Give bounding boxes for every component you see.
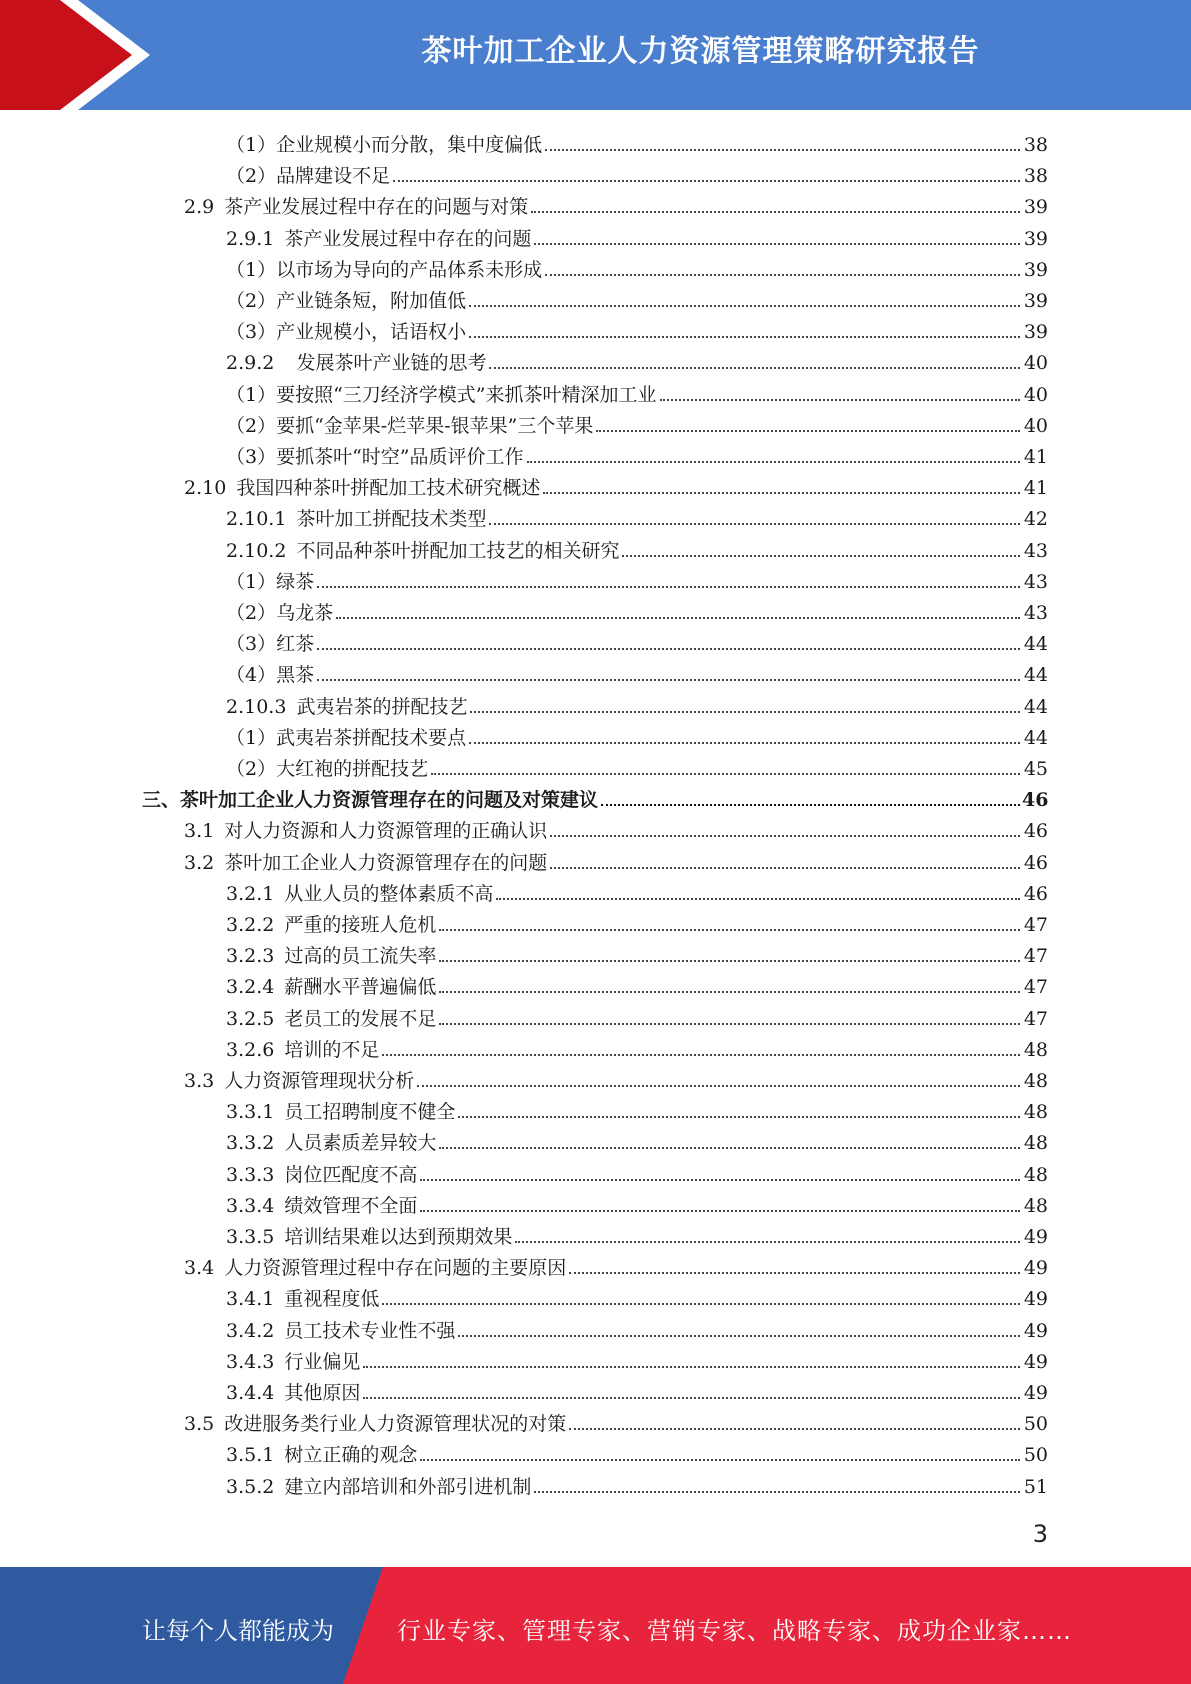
toc-entry-page: 43 xyxy=(1023,570,1048,593)
toc-entry-page: 39 xyxy=(1023,258,1048,281)
toc-entry[interactable] xyxy=(226,875,1048,906)
toc-entry-title: 树立正确的观念 xyxy=(284,1444,418,1467)
toc-entry[interactable] xyxy=(226,251,1048,282)
toc-entry[interactable] xyxy=(226,656,1048,687)
toc-entry-number: 3.4.2 xyxy=(226,1319,275,1342)
toc-entry-number: 2.10.3 xyxy=(226,695,287,718)
toc-entry-number: 3.5.1 xyxy=(226,1444,275,1467)
toc-entry-label xyxy=(226,1225,512,1249)
toc-entry-page: 40 xyxy=(1023,352,1048,375)
toc-entry-label xyxy=(226,1100,455,1124)
toc-entry-title: 培训的不足 xyxy=(284,1038,380,1061)
toc-entry-number: 3.2.2 xyxy=(226,914,275,936)
toc-entry-number: 3.2.5 xyxy=(226,1007,275,1030)
page-header xyxy=(0,0,1191,110)
toc-entry-title: 过高的员工流失率 xyxy=(284,945,437,968)
toc-dot-leader xyxy=(527,461,1020,463)
toc-entry-number: 3.2.6 xyxy=(226,1038,275,1061)
toc-entry-page: 39 xyxy=(1023,227,1048,250)
toc-entry-number: 3.4.1 xyxy=(226,1288,275,1311)
toc-entry-number: 3.4.3 xyxy=(226,1350,275,1373)
toc-entry-title: （1）绿茶 xyxy=(226,570,315,593)
toc-entry-title: 人员素质差异较大 xyxy=(284,1132,437,1155)
toc-entry-title: 人力资源管理过程中存在问题的主要原因 xyxy=(224,1257,567,1280)
toc-entry-label xyxy=(226,1443,417,1467)
toc-dot-leader xyxy=(382,1054,1020,1056)
toc-entry-page: 48 xyxy=(1023,1194,1048,1217)
toc-entry[interactable] xyxy=(226,407,1048,438)
toc-entry-label xyxy=(184,195,528,219)
toc-entry-label xyxy=(226,1163,417,1187)
toc-dot-leader xyxy=(489,523,1020,525)
toc-entry-label xyxy=(226,1350,360,1374)
toc-entry-number: 3.4 xyxy=(184,1257,215,1280)
toc-entry[interactable] xyxy=(226,1156,1048,1187)
toc-entry[interactable] xyxy=(226,500,1048,531)
toc-entry-title: 茶产业发展过程中存在的问题 xyxy=(284,227,532,250)
toc-entry-title: 薪酬水平普遍偏低 xyxy=(284,976,437,999)
toc-entry-page: 49 xyxy=(1023,1350,1048,1373)
toc-entry[interactable] xyxy=(226,438,1048,469)
toc-entry-number: 3.2.1 xyxy=(226,882,275,905)
footer-slogan-left: 让每个人都能成为 xyxy=(142,1617,334,1645)
toc-dot-leader xyxy=(439,929,1020,931)
toc-entry-label xyxy=(184,819,547,843)
toc-entry[interactable] xyxy=(226,750,1048,781)
toc-entry-label xyxy=(226,1381,360,1405)
toc-entry-label xyxy=(184,1412,566,1436)
toc-dot-leader xyxy=(596,430,1020,432)
toc-entry-label xyxy=(226,289,466,313)
toc-entry[interactable] xyxy=(226,688,1048,719)
toc-entry-label xyxy=(226,1131,436,1155)
toc-entry-label xyxy=(226,695,467,719)
toc-entry[interactable] xyxy=(226,313,1048,344)
toc-entry-page: 46 xyxy=(1023,851,1048,874)
toc-entry[interactable] xyxy=(226,532,1048,563)
toc-entry-label xyxy=(226,383,657,407)
toc-entry[interactable] xyxy=(184,844,1048,875)
toc-entry-title: （1）武夷岩茶拼配技术要点 xyxy=(226,726,467,749)
toc-entry-page: 44 xyxy=(1023,695,1048,718)
toc-entry-label xyxy=(226,882,493,906)
toc-dot-leader xyxy=(393,180,1020,182)
toc-entry-number: 3.3 xyxy=(184,1070,215,1092)
toc-entry-title: （1）要按照“三刀经济学模式”来抓茶叶精深加工业 xyxy=(226,383,657,406)
toc-entry-title: 三、茶叶加工企业人力资源管理存在的问题及对策建议 xyxy=(142,789,599,812)
toc-entry-label xyxy=(226,320,466,344)
toc-entry-title: 绩效管理不全面 xyxy=(284,1194,418,1217)
toc-entry-number: 2.10.1 xyxy=(226,508,287,531)
toc-entry-page: 48 xyxy=(1023,1101,1048,1124)
toc-entry-title: 岗位匹配度不高 xyxy=(284,1163,418,1186)
toc-entry-label xyxy=(226,975,436,999)
toc-entry[interactable] xyxy=(226,1374,1048,1405)
toc-dot-leader xyxy=(531,211,1020,213)
toc-entry[interactable] xyxy=(184,469,1048,500)
toc-dot-leader xyxy=(439,991,1020,993)
toc-entry-page: 49 xyxy=(1023,1257,1048,1280)
toc-dot-leader xyxy=(469,742,1020,744)
footer-slogan-right: 行业专家、管理专家、营销专家、战略专家、成功企业家…… xyxy=(397,1617,1072,1645)
toc-entry-number: 3.3.4 xyxy=(226,1194,275,1217)
toc-entry-number: 2.10.2 xyxy=(226,539,287,562)
toc-entry-page: 48 xyxy=(1023,1038,1048,1061)
toc-entry-number: 3.4.4 xyxy=(226,1382,275,1404)
toc-entry-title: （3）红茶 xyxy=(226,633,315,656)
toc-entry-label xyxy=(184,1256,566,1280)
toc-dot-leader xyxy=(439,1023,1020,1025)
toc-entry[interactable] xyxy=(184,1249,1048,1280)
toc-entry-label xyxy=(226,1007,436,1031)
toc-entry[interactable] xyxy=(226,220,1048,251)
toc-entry-page: 46 xyxy=(1023,882,1048,905)
toc-dot-leader xyxy=(550,835,1020,837)
toc-dot-leader xyxy=(534,1491,1020,1493)
toc-entry-page: 51 xyxy=(1023,1475,1048,1498)
toc-entry[interactable] xyxy=(226,594,1048,625)
toc-entry-label xyxy=(226,133,542,157)
toc-entry-label xyxy=(184,476,540,500)
toc-entry-title: 重视程度低 xyxy=(284,1288,380,1311)
toc-dot-leader xyxy=(439,1147,1020,1149)
toc-dot-leader xyxy=(420,1179,1020,1181)
toc-entry-page: 40 xyxy=(1023,414,1048,437)
toc-entry-page: 47 xyxy=(1023,1007,1048,1030)
toc-entry-title: （3）要抓茶叶“时空”品质评价工作 xyxy=(226,446,524,468)
toc-entry-title: 老员工的发展不足 xyxy=(284,1007,437,1030)
toc-entry-title: 行业偏见 xyxy=(284,1350,361,1373)
toc-dot-leader xyxy=(363,1397,1020,1399)
toc-entry[interactable] xyxy=(226,1000,1048,1031)
toc-entry-label xyxy=(226,258,542,282)
toc-entry-label xyxy=(226,414,593,438)
toc-entry-page: 50 xyxy=(1023,1413,1048,1436)
toc-dot-leader xyxy=(543,492,1020,494)
toc-entry-label xyxy=(226,944,436,968)
toc-dot-leader xyxy=(569,1272,1020,1274)
toc-entry-title: 茶叶加工拼配技术类型 xyxy=(296,508,487,531)
toc-entry-label xyxy=(226,601,333,625)
toc-entry-page: 39 xyxy=(1023,321,1048,344)
toc-entry-title: 员工招聘制度不健全 xyxy=(284,1101,456,1124)
toc-entry-number: 3.2.4 xyxy=(226,976,275,999)
toc-entry-number: 2.9.1 xyxy=(226,227,275,250)
toc-entry-page: 41 xyxy=(1023,477,1048,500)
toc-entry-title: 其他原因 xyxy=(284,1382,361,1404)
toc-entry[interactable] xyxy=(226,282,1048,313)
page-footer xyxy=(0,1567,1191,1684)
toc-dot-leader xyxy=(496,898,1020,900)
toc-entry-title: （2）要抓“金苹果-烂苹果-银苹果”三个苹果 xyxy=(226,414,594,437)
toc-entry[interactable] xyxy=(226,126,1048,157)
toc-entry[interactable] xyxy=(226,563,1048,594)
toc-entry-title: 茶叶加工企业人力资源管理存在的问题 xyxy=(224,851,548,874)
toc-dot-leader xyxy=(382,1303,1020,1305)
toc-entry-number: 2.9 xyxy=(184,196,215,219)
toc-entry-label xyxy=(142,788,598,812)
toc-dot-leader xyxy=(534,243,1020,245)
toc-entry-page: 49 xyxy=(1023,1319,1048,1342)
toc-entry-page: 47 xyxy=(1023,945,1048,968)
toc-dot-leader xyxy=(317,648,1020,650)
toc-entry-title: 员工技术专业性不强 xyxy=(284,1319,456,1342)
toc-entry-title: 对人力资源和人力资源管理的正确认识 xyxy=(224,820,548,843)
toc-entry-label xyxy=(226,164,390,188)
toc-entry-label xyxy=(226,632,314,656)
toc-dot-leader xyxy=(439,960,1020,962)
toc-entry[interactable] xyxy=(226,376,1048,407)
toc-entry-label xyxy=(226,539,619,563)
toc-entry-number: 3.2 xyxy=(184,851,215,874)
toc-entry[interactable] xyxy=(226,1218,1048,1249)
toc-entry[interactable] xyxy=(226,937,1048,968)
toc-entry[interactable] xyxy=(226,1031,1048,1062)
toc-entry[interactable] xyxy=(226,1343,1048,1374)
toc-entry-page: 42 xyxy=(1023,508,1048,531)
toc-entry[interactable] xyxy=(226,1312,1048,1343)
toc-entry-label xyxy=(184,1069,414,1093)
toc-entry-number: 3.3.1 xyxy=(226,1101,275,1124)
toc-dot-leader xyxy=(601,804,1020,806)
toc-entry-title: 从业人员的整体素质不高 xyxy=(284,882,494,905)
toc-entry[interactable] xyxy=(226,1187,1048,1218)
toc-entry-title: 严重的接班人危机 xyxy=(284,914,437,936)
toc-entry-number: 3.2.3 xyxy=(226,945,275,968)
toc-entry-label xyxy=(226,351,486,375)
toc-entry-page: 47 xyxy=(1023,914,1048,936)
toc-entry-number: 3.3.2 xyxy=(226,1132,275,1155)
toc-entry-page: 49 xyxy=(1023,1288,1048,1311)
toc-entry[interactable] xyxy=(184,1405,1048,1436)
toc-entry-title: （3）产业规模小，话语权小 xyxy=(226,321,467,344)
toc-entry-page: 38 xyxy=(1023,165,1048,188)
toc-entry-title: （2）乌龙茶 xyxy=(226,602,334,624)
toc-entry-number: 3.1 xyxy=(184,820,215,843)
toc-entry[interactable] xyxy=(226,157,1048,188)
toc-entry[interactable] xyxy=(226,625,1048,656)
toc-entry-page: 44 xyxy=(1023,726,1048,749)
toc-entry-label xyxy=(226,726,466,750)
toc-dot-leader xyxy=(489,367,1020,369)
toc-entry-label xyxy=(226,507,486,531)
toc-entry-title: （2）大红袍的拼配技艺 xyxy=(226,758,429,780)
toc-entry-title: （1）企业规模小而分散，集中度偏低 xyxy=(226,134,543,156)
toc-dot-leader xyxy=(545,274,1020,276)
toc-entry-label xyxy=(226,445,524,469)
toc-entry-page: 46 xyxy=(1022,789,1049,812)
toc-entry-label xyxy=(226,663,314,687)
toc-entry-title: （2）产业链条短，附加值低 xyxy=(226,290,467,312)
toc-entry-title: 培训结果难以达到预期效果 xyxy=(284,1226,513,1248)
toc-entry-page: 48 xyxy=(1023,1163,1048,1186)
toc-entry-page: 39 xyxy=(1023,196,1048,219)
toc-entry-page: 46 xyxy=(1023,820,1048,843)
toc-entry-page: 48 xyxy=(1023,1070,1048,1092)
toc-entry[interactable] xyxy=(226,1436,1048,1467)
toc-entry-label xyxy=(226,1038,379,1062)
toc-dot-leader xyxy=(469,336,1020,338)
toc-dot-leader xyxy=(550,867,1020,869)
toc-entry-label xyxy=(184,851,547,875)
toc-entry[interactable] xyxy=(226,719,1048,750)
toc-entry-label xyxy=(226,913,436,937)
toc-entry-title: 茶产业发展过程中存在的问题与对策 xyxy=(224,196,529,219)
toc-entry[interactable] xyxy=(184,1062,1048,1093)
toc-entry-page: 41 xyxy=(1023,446,1048,468)
toc-entry-title: 发展茶叶产业链的思考 xyxy=(284,352,487,375)
toc-entry-title: （2）品牌建设不足 xyxy=(226,165,391,188)
toc-entry-page: 43 xyxy=(1023,539,1048,562)
toc-dot-leader xyxy=(317,679,1020,681)
toc-entry-number: 3.3.5 xyxy=(226,1226,275,1248)
toc-entry-number: 2.9.2 xyxy=(226,352,275,375)
toc-dot-leader xyxy=(515,1241,1020,1243)
toc-dot-leader xyxy=(363,1366,1020,1368)
toc-entry-title: 不同品种茶叶拼配加工技艺的相关研究 xyxy=(296,539,620,562)
toc-entry-page: 38 xyxy=(1023,134,1048,156)
toc-dot-leader xyxy=(660,399,1020,401)
toc-entry-label xyxy=(226,757,428,781)
toc-entry[interactable] xyxy=(226,1280,1048,1311)
toc-dot-leader xyxy=(431,773,1020,775)
toc-entry-label xyxy=(226,1287,379,1311)
toc-entry[interactable] xyxy=(226,1468,1048,1499)
toc-entry-page: 39 xyxy=(1023,290,1048,312)
toc-entry[interactable] xyxy=(226,1124,1048,1155)
toc-dot-leader xyxy=(336,617,1020,619)
toc-dot-leader xyxy=(469,305,1020,307)
toc-entry-title: 武夷岩茶的拼配技艺 xyxy=(296,695,468,718)
toc-entry[interactable] xyxy=(226,968,1048,999)
toc-dot-leader xyxy=(420,1459,1020,1461)
toc-dot-leader xyxy=(569,1428,1020,1430)
toc-entry-label xyxy=(226,1319,455,1343)
toc-entry-label xyxy=(226,1475,531,1499)
toc-dot-leader xyxy=(545,149,1020,151)
toc-entry-title: 改进服务类行业人力资源管理状况的对策 xyxy=(224,1413,567,1436)
toc-entry-label xyxy=(226,1194,417,1218)
toc-dot-leader xyxy=(420,1210,1020,1212)
toc-dot-leader xyxy=(317,586,1020,588)
toc-entry-label xyxy=(226,570,314,594)
header-title: 茶叶加工企业人力资源管理策略研究报告 xyxy=(421,34,980,69)
toc-entry[interactable] xyxy=(226,906,1048,937)
toc-entry[interactable] xyxy=(184,188,1048,219)
toc-entry-page: 40 xyxy=(1023,383,1048,406)
toc-entry-page: 44 xyxy=(1023,664,1048,687)
page-number: 3 xyxy=(1032,1520,1048,1548)
toc-entry-page: 44 xyxy=(1023,633,1048,656)
toc-entry-title: 建立内部培训和外部引进机制 xyxy=(284,1475,532,1498)
toc-entry[interactable] xyxy=(142,781,1048,812)
toc-dot-leader xyxy=(622,555,1020,557)
toc-dot-leader xyxy=(458,1335,1020,1337)
toc-entry[interactable] xyxy=(226,1093,1048,1124)
toc-entry-title: 我国四种茶叶拼配加工技术研究概述 xyxy=(236,477,541,500)
toc-entry-page: 48 xyxy=(1023,1132,1048,1155)
toc-entry-title: （1）以市场为导向的产品体系未形成 xyxy=(226,258,543,281)
toc-entry-page: 49 xyxy=(1023,1382,1048,1404)
toc-entry-title: 人力资源管理现状分析 xyxy=(224,1070,415,1092)
toc-entry-page: 45 xyxy=(1023,758,1048,780)
toc-dot-leader xyxy=(458,1116,1020,1118)
toc-entry-number: 3.5.2 xyxy=(226,1475,275,1498)
toc-entry-title: （4）黑茶 xyxy=(226,664,315,687)
toc-entry-number: 3.5 xyxy=(184,1413,215,1436)
toc-entry-page: 47 xyxy=(1023,976,1048,999)
toc-entry[interactable] xyxy=(226,344,1048,375)
toc-dot-leader xyxy=(417,1085,1020,1087)
toc-entry-number: 2.10 xyxy=(184,477,227,500)
toc-dot-leader xyxy=(470,711,1020,713)
toc-entry-page: 49 xyxy=(1023,1226,1048,1248)
toc-entry[interactable] xyxy=(184,812,1048,843)
toc-entry-number: 3.3.3 xyxy=(226,1163,275,1186)
toc-entry-page: 43 xyxy=(1023,602,1048,624)
toc-entry-label xyxy=(226,227,531,251)
toc-entry-page: 50 xyxy=(1023,1444,1048,1467)
